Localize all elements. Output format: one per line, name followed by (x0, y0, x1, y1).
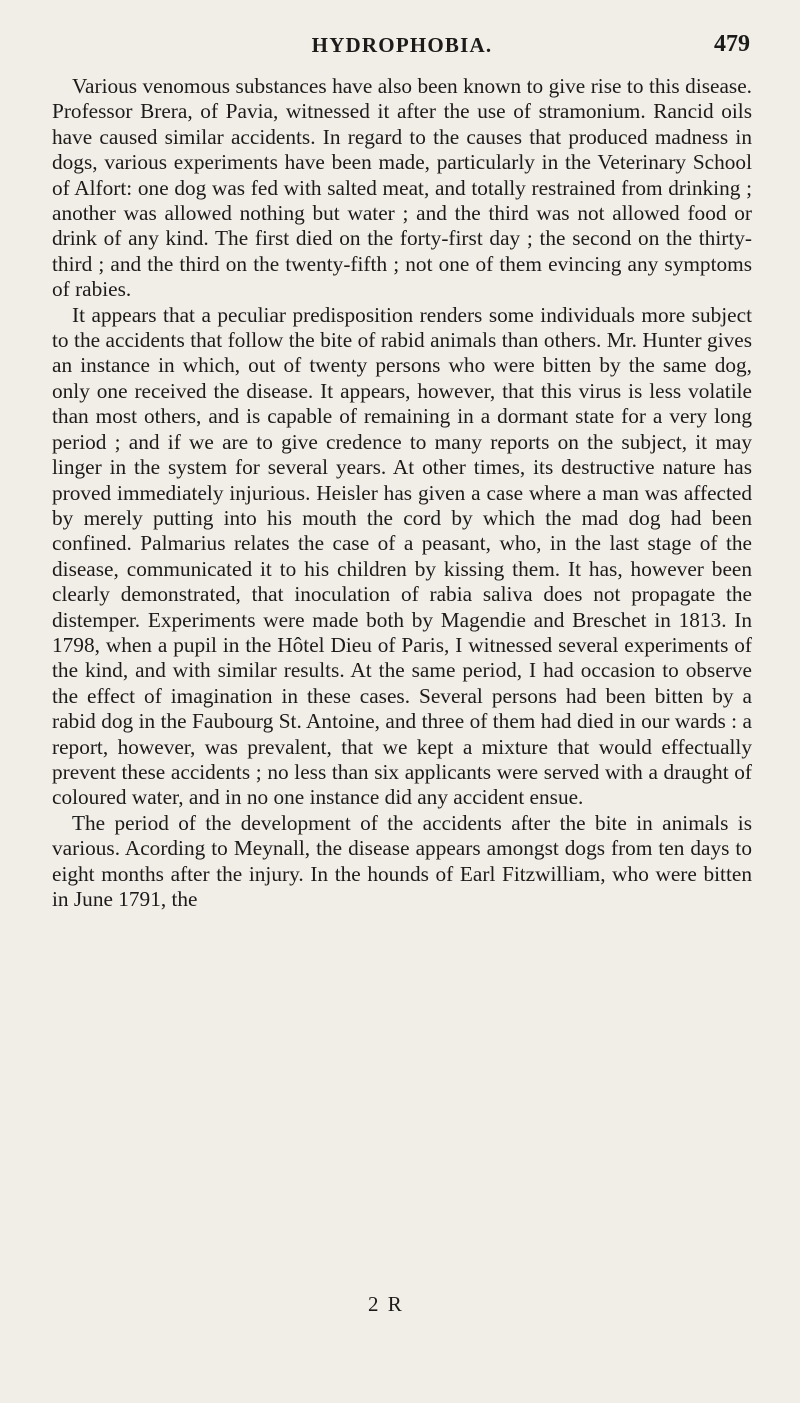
paragraph-1: Various venomous substances have also been known to give rise to this disease. Professor Brera, of Pavia, witnessed it after the use of stramonium. Rancid oils have caused similar accidents. In regard to the causes that produced madness in dogs, various experiments have been made, particularly in the Veterinary School of Alfort: one dog was fed with salted meat, and totally restrained from drinking ; another was allowed nothing but water ; and the third was not allowed food or drink of any kind. The first died on the forty-first day ; the second on the thirty-third ; and the third on the twenty-fifth ; not one of them evincing any symptoms of rabies. (52, 74, 752, 302)
running-head (52, 0, 752, 62)
body-text (52, 74, 752, 912)
page-number: 479 (714, 31, 750, 57)
paragraph-2: It appears that a peculiar predisposition renders some individuals more subject to the accidents that follow the bite of rabid animals than others. Mr. Hunter gives an instance in which, out of twenty persons who were bitten by the same dog, only one received the disease. It appears, however, that this virus is less volatile than most others, and is capable of remaining in a dormant state for a very long period ; and if we are to give credence to many reports on the subject, it may linger in the system for several years. At other times, its destructive nature has proved immediately injurious. Heisler has given a case where a man was affected by merely putting into his mouth the cord by which the mad dog had been confined. Palmarius relates the case of a peasant, who, in the last stage of the disease, communicated it to his children by kissing them. It has, however been clearly demonstrated, that inoculation of rabia saliva does not propagate the distemper. Experiments were made both by Magendie and Breschet in 1813. In 1798, when a pupil in the Hôtel Dieu of Paris, I witnessed several experiments of the kind, and with similar results. At the same period, I had occasion to observe the effect of imagination in these cases. Several persons had been bitten by a rabid dog in the Faubourg St. Antoine, and three of them had died in our wards : a report, however, was prevalent, that we kept a mixture that would effectually prevent these accidents ; no less than six applicants were served with a draught of coloured water, and in no one instance did any accident ensue. (52, 302, 752, 810)
paragraph-3: The period of the development of the accidents after the bite in animals is various. Acording to Meynall, the disease appears amongst dogs from ten days to eight months after the injury. In the hounds of Earl Fitzwilliam, who were bitten in June 1791, the (52, 810, 752, 911)
running-title: HYDROPHOBIA. (311, 33, 493, 57)
signature-mark: 2 R (368, 1292, 404, 1316)
book-page (52, 0, 752, 912)
